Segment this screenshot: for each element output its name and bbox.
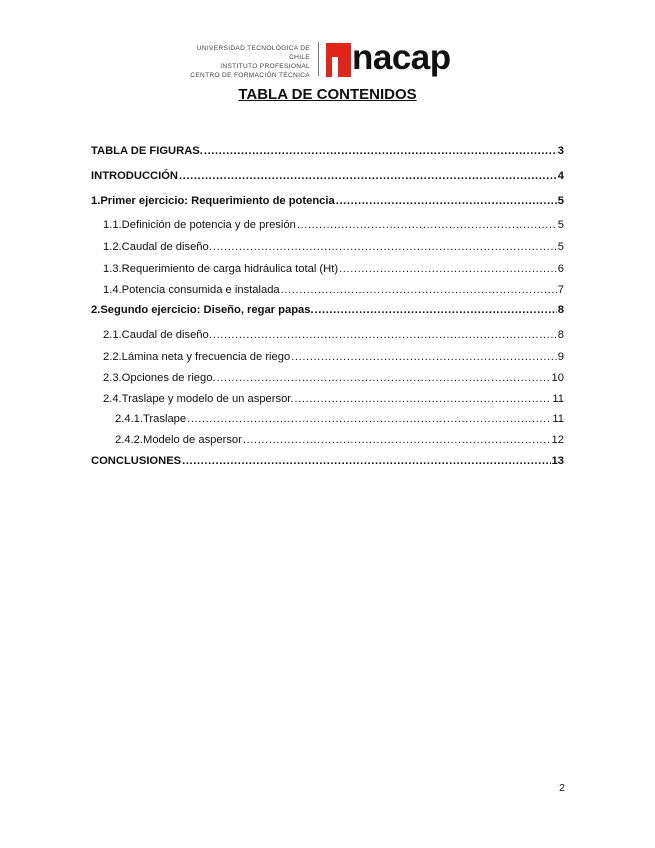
toc-entry-number: 1.3. [103, 263, 122, 275]
toc-entry-number: 1.4. [103, 284, 122, 296]
toc-dot-leader [295, 393, 552, 405]
toc-entry-number: 2.2. [103, 351, 122, 363]
toc-entry-page: 8 [557, 329, 564, 341]
toc-entry-label: Segundo ejercicio: Diseño, regar papas. [100, 304, 314, 316]
toc-entry-label: CONCLUSIONES [91, 455, 182, 467]
toc-dot-leader [336, 195, 557, 207]
header-divider [318, 42, 319, 76]
toc-dot-leader [291, 351, 557, 363]
toc-entry[interactable] [115, 434, 564, 448]
toc-entry-page: 10 [551, 372, 564, 384]
toc-entry-label: Opciones de riego. [121, 372, 216, 384]
inacap-logo [326, 40, 476, 80]
toc-entry-page: 13 [551, 455, 564, 467]
toc-entry-page: 12 [551, 434, 564, 446]
toc-entry-label: Caudal de diseño. [121, 241, 212, 253]
inacap-logo-mark-icon [326, 43, 351, 77]
toc-dot-leader [179, 170, 557, 182]
toc-dot-leader [182, 455, 550, 467]
toc-entry[interactable] [91, 170, 564, 184]
toc-entry[interactable] [103, 372, 564, 386]
toc-entry[interactable] [91, 145, 564, 159]
toc-dot-leader [339, 263, 557, 275]
toc-entry-label: Potencia consumida e instalada [121, 284, 280, 296]
toc-entry-label: Requerimiento de carga hidráulica total (Ht) [121, 263, 339, 275]
toc-entry-number: 2.3. [103, 372, 122, 384]
toc-dot-leader [213, 329, 557, 341]
toc-entry-label: Primer ejercicio: Requerimiento de potencia [100, 195, 335, 207]
page-title: TABLA DE CONTENIDOS [238, 86, 417, 103]
toc-dot-leader [243, 434, 551, 446]
toc-entry-page: 11 [552, 393, 564, 405]
toc-entry-number: 1. [91, 195, 101, 207]
toc-dot-leader [281, 284, 557, 296]
toc-entry-number: 2. [91, 304, 101, 316]
institution-name [178, 44, 310, 80]
toc-dot-leader [204, 145, 557, 157]
toc-entry-page: 7 [557, 284, 564, 296]
toc-dot-leader [315, 304, 557, 316]
institution-line-technical: CENTRO DE FORMACIÓN TÉCNICA [190, 72, 310, 79]
toc-entry-label: Traslape y modelo de un aspersor. [121, 393, 294, 405]
toc-entry[interactable] [103, 263, 564, 277]
toc-entry-number: 2.4. [103, 393, 122, 405]
institution-line-professional: INSTITUTO PROFESIONAL [220, 63, 310, 70]
toc-entry-page: 3 [557, 145, 564, 157]
toc-entry[interactable] [103, 241, 564, 255]
toc-entry-label: Modelo de aspersor [143, 434, 242, 446]
toc-entry[interactable] [91, 304, 564, 318]
toc-entry[interactable] [103, 351, 564, 365]
toc-entry[interactable] [115, 413, 564, 427]
document-header [0, 40, 655, 84]
toc-dot-leader [297, 219, 557, 231]
toc-dot-leader [213, 241, 557, 253]
toc-entry[interactable] [103, 284, 564, 298]
toc-entry-label: TABLA DE FIGURAS. [91, 145, 203, 157]
toc-entry-page: 5 [557, 219, 564, 231]
toc-entry-page: 5 [557, 241, 564, 253]
toc-entry-number: 2.4.1. [115, 413, 143, 425]
toc-entry-number: 1.1. [103, 219, 122, 231]
toc-entry-label: Definición de potencia y de presión [121, 219, 296, 231]
toc-entry-page: 5 [557, 195, 564, 207]
toc-entry-label: Traslape [143, 413, 187, 425]
toc-entry-page: 9 [557, 351, 564, 363]
inacap-logo-text: nacap [352, 38, 451, 77]
toc-entry-number: 1.2. [103, 241, 122, 253]
toc-entry[interactable] [91, 455, 564, 469]
toc-entry-page: 6 [557, 263, 564, 275]
toc-entry-page: 8 [557, 304, 564, 316]
toc-entry-label: Caudal de diseño. [121, 329, 212, 341]
toc-entry-number: 2.1. [103, 329, 122, 341]
toc-dot-leader [217, 372, 551, 384]
toc-entry[interactable] [103, 219, 564, 233]
institution-line-university: UNIVERSIDAD TECNOLÓGICA DE CHILE [196, 45, 310, 61]
toc-entry[interactable] [103, 393, 564, 407]
toc-entry[interactable] [103, 329, 564, 343]
toc-entry-label: INTRODUCCIÓN [91, 170, 179, 182]
toc-entry[interactable] [91, 195, 564, 209]
toc-entry-page: 11 [552, 413, 564, 425]
toc-entry-label: Lámina neta y frecuencia de riego [121, 351, 291, 363]
page-number: 2 [559, 782, 565, 794]
toc-dot-leader [187, 413, 551, 425]
toc-entry-page: 4 [557, 170, 564, 182]
toc-entry-number: 2.4.2. [115, 434, 143, 446]
